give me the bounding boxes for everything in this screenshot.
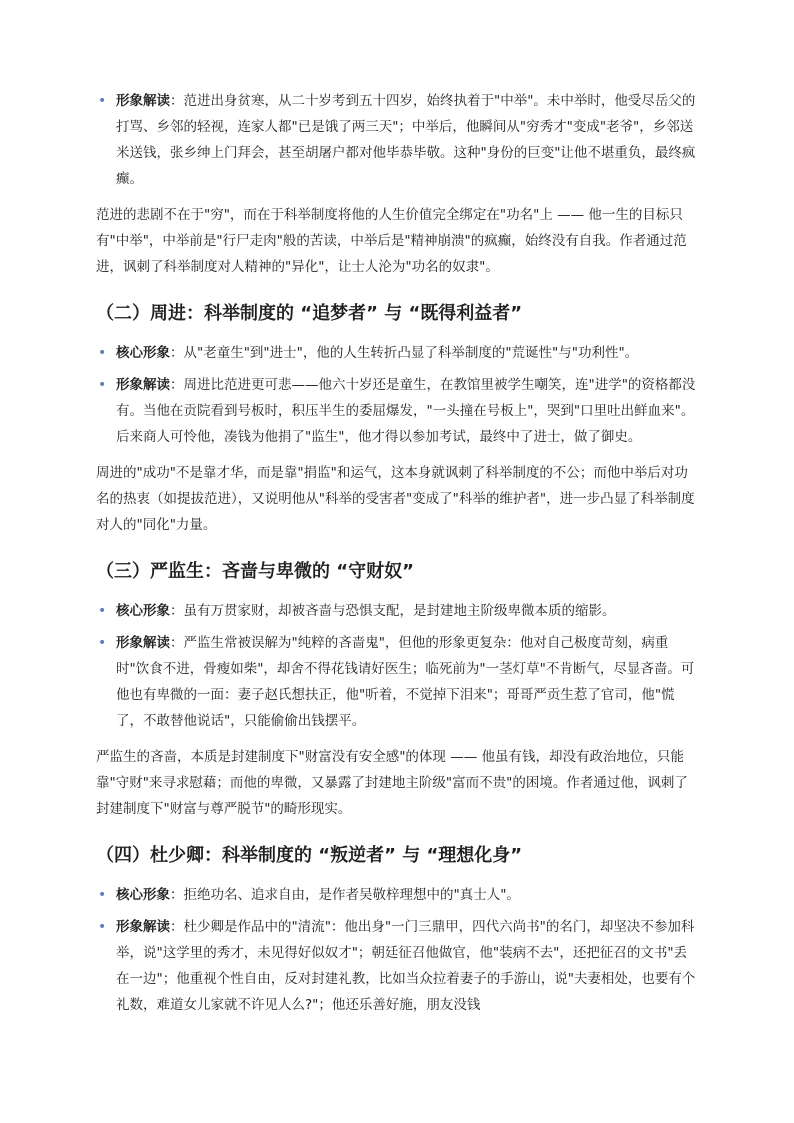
body-paragraph: 严监生的吝啬，本质是封建制度下"财富没有安全感"的体现 —— 他虽有钱，却没有政治地位，只能靠"守财"来寻求慰藉；而他的卑微，又暴露了封建地主阶级"富而不贵"的困境。作者通过他，讽刺了封建制度下"财富与尊严脱节"的畸形现实。: [96, 749, 688, 817]
section-heading: （二）周进：科举制度的 “追梦者” 与 “既得利益者”: [96, 303, 523, 324]
bullet-text: ：范进出身贫寒，从二十岁考到五十四岁，始终执着于"中举"。未中举时，他受尽岳父的打骂、乡邻的轻视，连家人都"已是饿了两三天"；中举后，他瞬间从"穷秀才"变成"老爷"，乡邻送米送钱，张乡绅上门拜会，甚至胡屠户都对他毕恭毕敬。这种"身份的巨变"让他不堪重负，最终疯癫。: [116, 93, 696, 187]
bullet-item: [96, 88, 698, 192]
bullet-text: ：严监生常被误解为"纯粹的吝啬鬼"，但他的形象更复杂：他对自己极度苛刻，病重时"饮食不进，骨瘦如柴"，却舍不得花钱请好医生；临死前为"一茎灯草"不肯断气，尽显吝啬。可他也有卑微的一面：妻子赵氏想扶正，他"听着，不觉掉下泪来"；哥哥严贡生惹了官司，他"慌了，不敢替他说话"，只能偷偷出钱摆平。: [116, 635, 695, 729]
bullet-label: 形象解读: [116, 635, 170, 651]
bullet-label: 核心形象: [116, 887, 170, 903]
bullet-text: ：杜少卿是作品中的"清流"：他出身"一门三鼎甲，四代六尚书"的名门，却坚决不参加科举，说"这学里的秀才，未见得好似奴才"；朝廷征召他做官，他"装病不去"，还把征召的文书"丢在一边"；他重视个性自由，反对封建礼教，比如当众拉着妻子的手游山，说"夫妻相处，也要有个礼数，难道女儿家就不许见人么?"；他还乐善好施，朋友没钱: [116, 919, 696, 1013]
body-paragraph: 范进的悲剧不在于"穷"，而在于科举制度将他的人生价值完全绑定在"功名"上 —— 他一生的目标只有"中举"，中举前是"行尸走肉"般的苦读，中举后是"精神崩溃"的疯癫，始终没有自我。作者通过范进，讽刺了科举制度对人精神的"异化"，让士人沦为"功名的奴隶"。: [96, 207, 687, 275]
bullet-text: ：拒绝功名、追求自由，是作者吴敬梓理想中的"真士人"。: [170, 887, 520, 903]
bullet-text: ：从"老童生"到"进士"，他的人生转折凸显了科举制度的"荒诞性"与"功利性"。: [170, 345, 639, 361]
section-heading: （三）严监生：吝啬与卑微的 “守财奴”: [96, 561, 414, 582]
bullet-item: [96, 630, 698, 734]
bullet-item: [96, 340, 698, 366]
body-paragraph: 周进的"成功"不是靠才华，而是靠"捐监"和运气，这本身就讽刺了科举制度的不公；而他中举后对功名的热衷（如提拔范进），又说明他从"科举的受害者"变成了"科举的维护者"，进一步凸显了科举制度对人的"同化"力量。: [96, 465, 695, 533]
bullet-label: 核心形象: [116, 345, 170, 361]
bullet-item: [96, 598, 698, 624]
section-heading: （四）杜少卿：科举制度的 “叛逆者” 与 “理想化身”: [96, 845, 523, 866]
bullet-item: [96, 372, 698, 450]
bullet-item: [96, 914, 698, 1018]
bullet-label: 形象解读: [116, 93, 170, 109]
bullet-label: 形象解读: [116, 919, 170, 935]
bullet-text: ：虽有万贯家财，却被吝啬与恐惧支配，是封建地主阶级卑微本质的缩影。: [170, 603, 616, 619]
bullet-text: ：周进比范进更可悲——他六十岁还是童生，在教馆里被学生嘲笑，连"进学"的资格都没有。当他在贡院看到号板时，积压半生的委屈爆发，"一头撞在号板上"，哭到"口里吐出鲜血来"。后来商人可怜他，凑钱为他捐了"监生"，他才得以参加考试，最终中了进士，做了御史。: [116, 377, 696, 445]
bullet-label: 形象解读: [116, 377, 170, 393]
bullet-label: 核心形象: [116, 603, 170, 619]
bullet-item: [96, 882, 698, 908]
